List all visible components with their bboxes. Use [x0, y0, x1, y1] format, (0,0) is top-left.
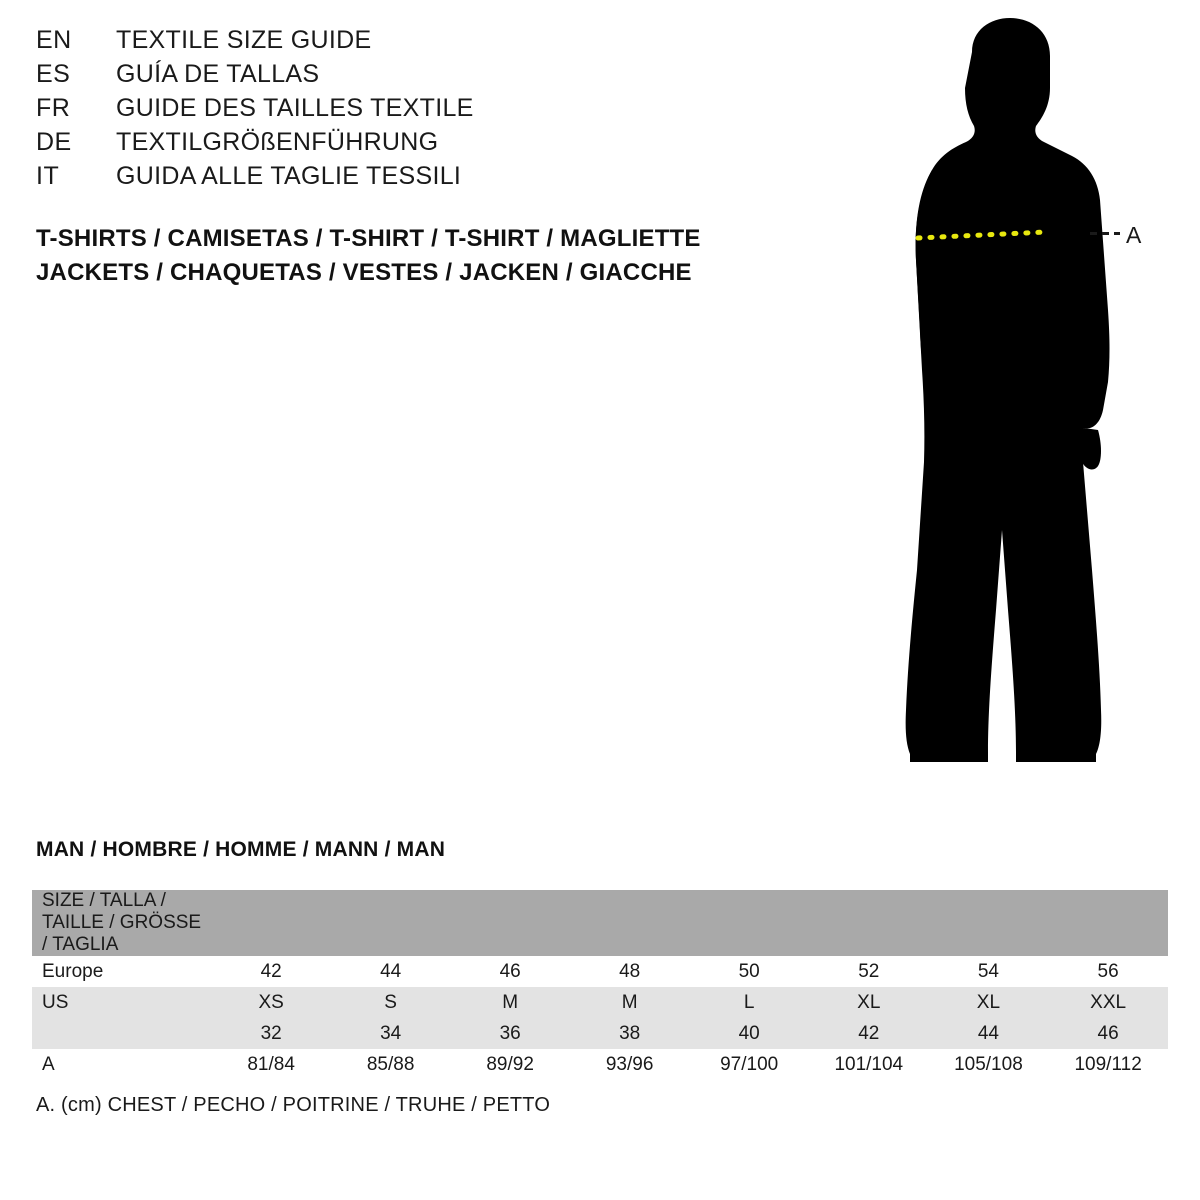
language-row: [36, 60, 796, 94]
language-text: GUIDA ALLE TAGLIE TESSILI: [116, 162, 462, 190]
language-header: [36, 26, 796, 196]
row-label-us: US: [32, 987, 211, 1018]
silhouette-svg: [820, 10, 1190, 800]
table-row: [32, 956, 1168, 987]
table-section-title: MAN / HOMBRE / HOMME / MANN / MAN: [36, 838, 446, 861]
measure-label-a: A: [1126, 222, 1142, 248]
language-row: [36, 162, 796, 196]
table-cell: 40: [689, 1018, 809, 1049]
table-cell: 32: [211, 1018, 331, 1049]
footnote-chest: A. (cm) CHEST / PECHO / POITRINE / TRUHE / PETTO: [36, 1094, 551, 1116]
table-cell: S: [331, 987, 451, 1018]
table-cell: 89/92: [450, 1049, 570, 1080]
table-cell: 46: [1048, 1018, 1168, 1049]
size-table: [32, 890, 1168, 1080]
table-header-row: [32, 890, 1168, 956]
table-cell: 56: [1048, 956, 1168, 987]
table-header-pad: [1048, 890, 1168, 956]
table-row: [32, 987, 1168, 1018]
table-header-label: SIZE / TALLA / TAILLE / GRÖSSE / TAGLIA: [32, 890, 211, 956]
table-cell: 44: [331, 956, 451, 987]
table-cell: 48: [570, 956, 690, 987]
garment-categories: [36, 222, 796, 290]
language-text: GUÍA DE TALLAS: [116, 60, 320, 88]
table-cell: 54: [929, 956, 1049, 987]
table-cell: 85/88: [331, 1049, 451, 1080]
language-text: GUIDE DES TAILLES TEXTILE: [116, 94, 474, 122]
table-header-pad: [570, 890, 690, 956]
table-cell: 105/108: [929, 1049, 1049, 1080]
table-cell: 97/100: [689, 1049, 809, 1080]
table-header-pad: [929, 890, 1049, 956]
table-cell: 101/104: [809, 1049, 929, 1080]
table-cell: 109/112: [1048, 1049, 1168, 1080]
row-label-europe: Europe: [32, 956, 211, 987]
table-cell: 36: [450, 1018, 570, 1049]
table-cell: 52: [809, 956, 929, 987]
table-header-pad: [450, 890, 570, 956]
language-row: [36, 94, 796, 128]
language-code: DE: [36, 128, 72, 156]
table-cell: 34: [331, 1018, 451, 1049]
row-label-a: A: [32, 1049, 211, 1080]
language-row: [36, 26, 796, 60]
row-label-blank: [32, 1018, 211, 1049]
language-code: ES: [36, 60, 71, 88]
table-cell: M: [450, 987, 570, 1018]
language-code: FR: [36, 94, 71, 122]
table-cell: XL: [809, 987, 929, 1018]
body-silhouette-figure: [820, 10, 1190, 800]
table-row: [32, 1018, 1168, 1049]
language-code: IT: [36, 162, 60, 190]
language-row: [36, 128, 796, 162]
garment-line-jackets: JACKETS / CHAQUETAS / VESTES / JACKEN / GIACCHE: [36, 259, 692, 286]
table-cell: XXL: [1048, 987, 1168, 1018]
table-cell: 42: [809, 1018, 929, 1049]
language-code: EN: [36, 26, 72, 54]
table-cell: 38: [570, 1018, 690, 1049]
table-row: [32, 1049, 1168, 1080]
table-header-pad: [331, 890, 451, 956]
table-cell: M: [570, 987, 690, 1018]
garment-line-tshirts: T-SHIRTS / CAMISETAS / T-SHIRT / T-SHIRT / MAGLIETTE: [36, 225, 701, 252]
table-cell: XS: [211, 987, 331, 1018]
measure-leader-line: [1090, 232, 1120, 235]
table-cell: L: [689, 987, 809, 1018]
table-header-pad: [211, 890, 331, 956]
table-header-pad: [689, 890, 809, 956]
table-header-pad: [809, 890, 929, 956]
language-text: TEXTILGRÖßENFÜHRUNG: [116, 128, 439, 156]
table-cell: 50: [689, 956, 809, 987]
language-text: TEXTILE SIZE GUIDE: [116, 26, 372, 54]
table-cell: 81/84: [211, 1049, 331, 1080]
table-cell: 93/96: [570, 1049, 690, 1080]
table-cell: 44: [929, 1018, 1049, 1049]
table-cell: 46: [450, 956, 570, 987]
table-cell: XL: [929, 987, 1049, 1018]
table-cell: 42: [211, 956, 331, 987]
